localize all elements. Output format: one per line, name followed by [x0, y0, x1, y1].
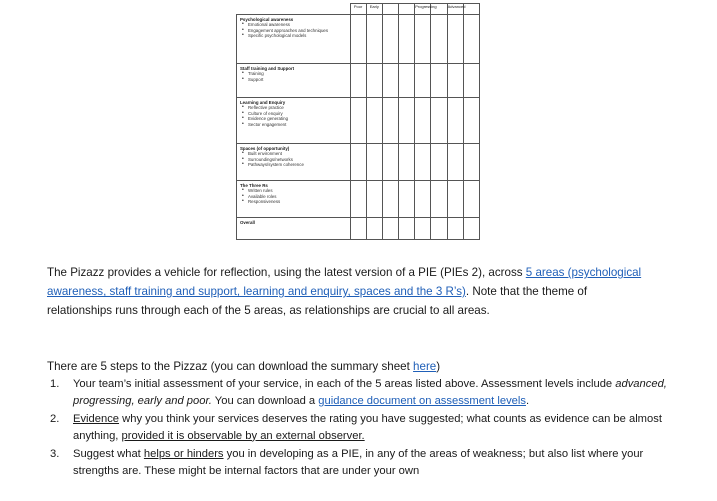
grid-spacer-cell: [463, 4, 479, 15]
grid-rating-cell: [431, 14, 447, 63]
grid-area-title: Learning and Enquiry: [240, 99, 286, 105]
grid-rating-cell: [366, 63, 382, 97]
grid-area-item: • Culture of enquiry: [240, 111, 348, 117]
grid-area-row: [237, 63, 480, 97]
grid-area-item: • Available roles: [240, 194, 348, 200]
grid-rating-cell: [463, 180, 479, 217]
grid-rating-cell: [382, 14, 398, 63]
grid-corner: [237, 4, 351, 15]
grid-area-item: • Specific psychological models: [240, 33, 348, 39]
grid-rating-cell: [463, 63, 479, 97]
grid-area-row: [237, 180, 480, 217]
step-text: why you think your services deserves the rating you have suggested; what counts as evidence can be almost anything,: [73, 413, 662, 442]
grid-rating-cell: [415, 143, 431, 180]
grid-rating-cell: [366, 180, 382, 217]
grid-rating-cell: [399, 97, 415, 143]
grid-area-item: • Emotional awareness: [240, 22, 348, 28]
helps-hinders-term: helps or hinders: [143, 448, 224, 460]
grid-area-item: • Training: [240, 71, 348, 77]
grid-header-early: Early: [366, 4, 382, 15]
step-item: [47, 446, 667, 479]
grid-area-cell: [237, 217, 351, 239]
grid-rating-cell: [366, 217, 382, 239]
grid-area-row: [237, 97, 480, 143]
step-text: You can download a: [211, 394, 319, 407]
grid-rating-cell: [447, 180, 463, 217]
grid-header-advanced: Advanced: [447, 4, 463, 15]
grid-area-row: [237, 143, 480, 180]
intro-text-end: . Note that the theme of relationships runs through each of the 5 areas, as relationships are crucial to all areas.: [47, 285, 588, 317]
step-number: 2.: [50, 413, 60, 425]
grid-area-item: • Reflective practice: [240, 105, 348, 111]
grid-rating-cell: [447, 217, 463, 239]
grid-rating-cell: [382, 63, 398, 97]
grid-area-item: • Sector engagement: [240, 122, 348, 128]
grid-area-item: • Engagement approaches and techniques: [240, 28, 348, 34]
grid-rating-cell: [399, 14, 415, 63]
grid-rating-cell: [350, 97, 366, 143]
grid-spacer-cell: [382, 4, 398, 15]
step-text: you in developing as a PIE, in any of the areas of weakness; but also list where your strengths are. These might be internal factors that are under your own: [73, 448, 644, 477]
steps-lead-end: ): [436, 360, 441, 373]
grid-rating-cell: [399, 143, 415, 180]
grid-area-cell: [237, 14, 351, 63]
step-text: Suggest what: [73, 448, 144, 460]
grid-rating-cell: [350, 180, 366, 217]
grid-rating-cell: [415, 97, 431, 143]
grid-rating-cell: [431, 180, 447, 217]
grid-header-row: [237, 4, 480, 15]
grid-rating-cell: [399, 180, 415, 217]
grid-spacer-cell: [399, 4, 415, 15]
step-text: Your team’s initial assessment of your service, in each of the 5 areas listed above. Assessment levels include: [73, 378, 616, 390]
grid-area-cell: [237, 143, 351, 180]
steps-lead-text: There are 5 steps to the Pizzaz (you can download the summary sheet: [47, 360, 414, 373]
steps-lead-paragraph: [47, 357, 647, 376]
grid-area-cell: [237, 97, 351, 143]
grid-rating-cell: [447, 143, 463, 180]
grid-rating-cell: [350, 143, 366, 180]
grid-area-title: Psychological awareness: [240, 16, 294, 22]
grid-rating-cell: [447, 63, 463, 97]
step-number: 3.: [50, 448, 60, 460]
grid-rating-cell: [463, 143, 479, 180]
grid-header-progressing: Progressing: [415, 4, 431, 15]
grid-rating-cell: [382, 143, 398, 180]
grid-area-cell: [237, 63, 351, 97]
grid-rating-cell: [431, 217, 447, 239]
grid-rating-cell: [415, 217, 431, 239]
assessment-grid: [236, 3, 480, 240]
grid-rating-cell: [366, 14, 382, 63]
grid-rating-cell: [366, 143, 382, 180]
grid-header-poor: Poor: [350, 4, 366, 15]
grid-area-item: • Built environment: [240, 151, 348, 157]
assessment-levels-text: advanced, progressing, early and poor.: [73, 378, 667, 407]
grid-area-item: • Support: [240, 77, 348, 83]
grid-rating-cell: [431, 97, 447, 143]
grid-area-item: • Responsiveness: [240, 199, 348, 205]
grid-rating-cell: [415, 180, 431, 217]
grid-rating-cell: [382, 217, 398, 239]
grid-area-item: • Evidence generating: [240, 116, 348, 122]
grid-rating-cell: [431, 63, 447, 97]
step-text: .: [525, 394, 530, 407]
step-item: [47, 376, 667, 409]
grid-rating-cell: [399, 217, 415, 239]
grid-rating-cell: [350, 217, 366, 239]
grid-rating-cell: [399, 63, 415, 97]
step-number: 1.: [50, 378, 60, 390]
grid-rating-cell: [431, 143, 447, 180]
grid-rating-cell: [382, 180, 398, 217]
grid-area-title: Overall: [240, 219, 255, 225]
step-item: [47, 411, 667, 444]
summary-sheet-link[interactable]: here: [413, 360, 437, 373]
grid-rating-cell: [382, 97, 398, 143]
evidence-term: Evidence: [73, 413, 120, 425]
grid-area-row: [237, 217, 480, 239]
grid-rating-cell: [350, 63, 366, 97]
grid-area-title: Staff training and Support: [240, 65, 295, 71]
grid-area-item: • Written rules: [240, 188, 348, 194]
intro-paragraph: [47, 263, 647, 320]
guidance-document-link[interactable]: guidance document on assessment levels: [318, 394, 526, 407]
grid-area-title: Spaces (of opportunity): [240, 145, 290, 151]
grid-rating-cell: [366, 97, 382, 143]
grid-rating-cell: [350, 14, 366, 63]
grid-rating-cell: [463, 14, 479, 63]
grid-rating-cell: [447, 14, 463, 63]
grid-area-row: [237, 14, 480, 63]
grid-area-item: • Surroundings/networks: [240, 157, 348, 163]
observable-condition-text: provided it is observable by an external observer.: [121, 429, 365, 442]
grid-area-title: The Three Rs: [240, 182, 268, 188]
grid-rating-cell: [447, 97, 463, 143]
grid-area-cell: [237, 180, 351, 217]
grid-area-item: • Pathways/system coherence: [240, 162, 348, 168]
grid-rating-cell: [415, 63, 431, 97]
grid-rating-cell: [415, 14, 431, 63]
intro-text: The Pizazz provides a vehicle for reflection, using the latest version of a PIE (PIEs 2), across: [47, 266, 526, 279]
grid-rating-cell: [463, 97, 479, 143]
grid-rating-cell: [463, 217, 479, 239]
five-areas-link[interactable]: 5 areas (psychological awareness, staff training and support, learning and enquiry, spaces and the 3 R’s): [47, 266, 642, 298]
steps-list: [47, 376, 667, 481]
